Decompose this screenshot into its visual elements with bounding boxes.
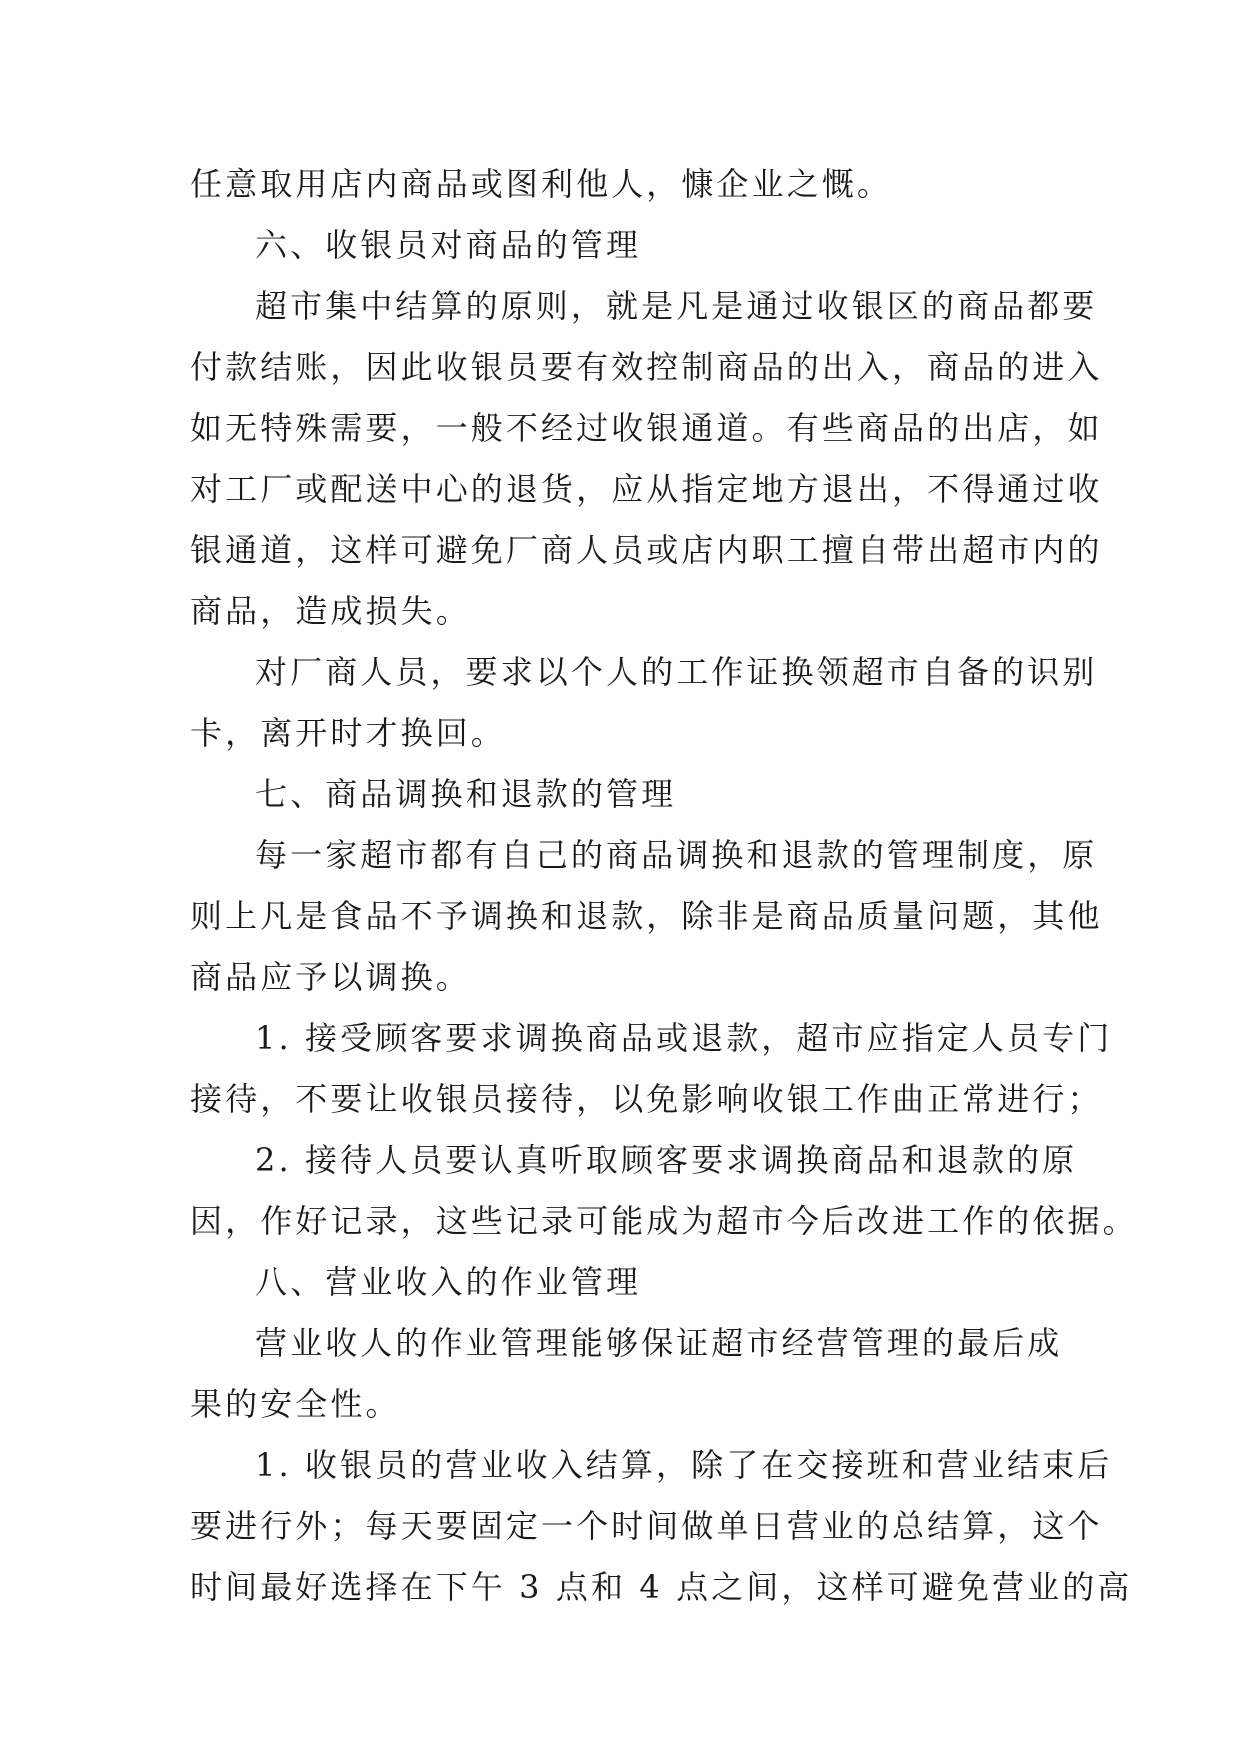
text-line: 卡，离开时才换回。 bbox=[190, 714, 506, 752]
text-line: 对厂商人员，要求以个人的工作证换领超市自备的识别 bbox=[255, 653, 1098, 691]
text-line: 接待，不要让收银员接待，以免影响收银工作曲正常进行； bbox=[190, 1080, 1103, 1118]
text-line: 则上凡是食品不予调换和退款，除非是商品质量问题，其他 bbox=[190, 897, 1103, 935]
section-heading-7: 七、商品调换和退款的管理 bbox=[255, 775, 677, 813]
text-line: 付款结账，因此收银员要有效控制商品的出入，商品的进入 bbox=[190, 348, 1103, 386]
text-line: 如无特殊需要，一般不经过收银通道。有些商品的出店，如 bbox=[190, 409, 1103, 447]
text-line: 营业收人的作业管理能够保证超市经营管理的最后成 bbox=[255, 1324, 1063, 1362]
text-line: 因，作好记录，这些记录可能成为超市今后改进工作的依据。 bbox=[190, 1202, 1138, 1240]
text-line: 每一家超市都有自己的商品调换和退款的管理制度，原 bbox=[255, 836, 1098, 874]
text-line: 果的安全性。 bbox=[190, 1385, 401, 1423]
section-heading-8: 八、营业收入的作业管理 bbox=[255, 1263, 642, 1301]
text-line: 银通道，这样可避免厂商人员或店内职工擅自带出超市内的 bbox=[190, 531, 1103, 569]
text-line: 商品应予以调换。 bbox=[190, 958, 471, 996]
text-line: 对工厂或配送中心的退货，应从指定地方退出，不得通过收 bbox=[190, 470, 1103, 508]
section-heading-6: 六、收银员对商品的管理 bbox=[255, 226, 642, 264]
text-line: 任意取用店内商品或图利他人，慷企业之慨。 bbox=[190, 165, 893, 203]
text-line: 超市集中结算的原则，就是凡是通过收银区的商品都要 bbox=[255, 287, 1098, 325]
text-line: 要进行外；每天要固定一个时间做单日营业的总结算，这个 bbox=[190, 1507, 1103, 1545]
list-item-1: 1. 接受顾客要求调换商品或退款，超市应指定人员专门 bbox=[255, 1019, 1113, 1057]
list-item-1: 1. 收银员的营业收入结算，除了在交接班和营业结束后 bbox=[255, 1446, 1113, 1484]
list-item-2: 2. 接待人员要认真听取顾客要求调换商品和退款的原 bbox=[255, 1141, 1078, 1179]
document-body bbox=[190, 154, 1138, 1618]
text-line: 商品，造成损失。 bbox=[190, 592, 471, 630]
text-line: 时间最好选择在下午 3 点和 4 点之间，这样可避免营业的高 bbox=[190, 1568, 1133, 1606]
